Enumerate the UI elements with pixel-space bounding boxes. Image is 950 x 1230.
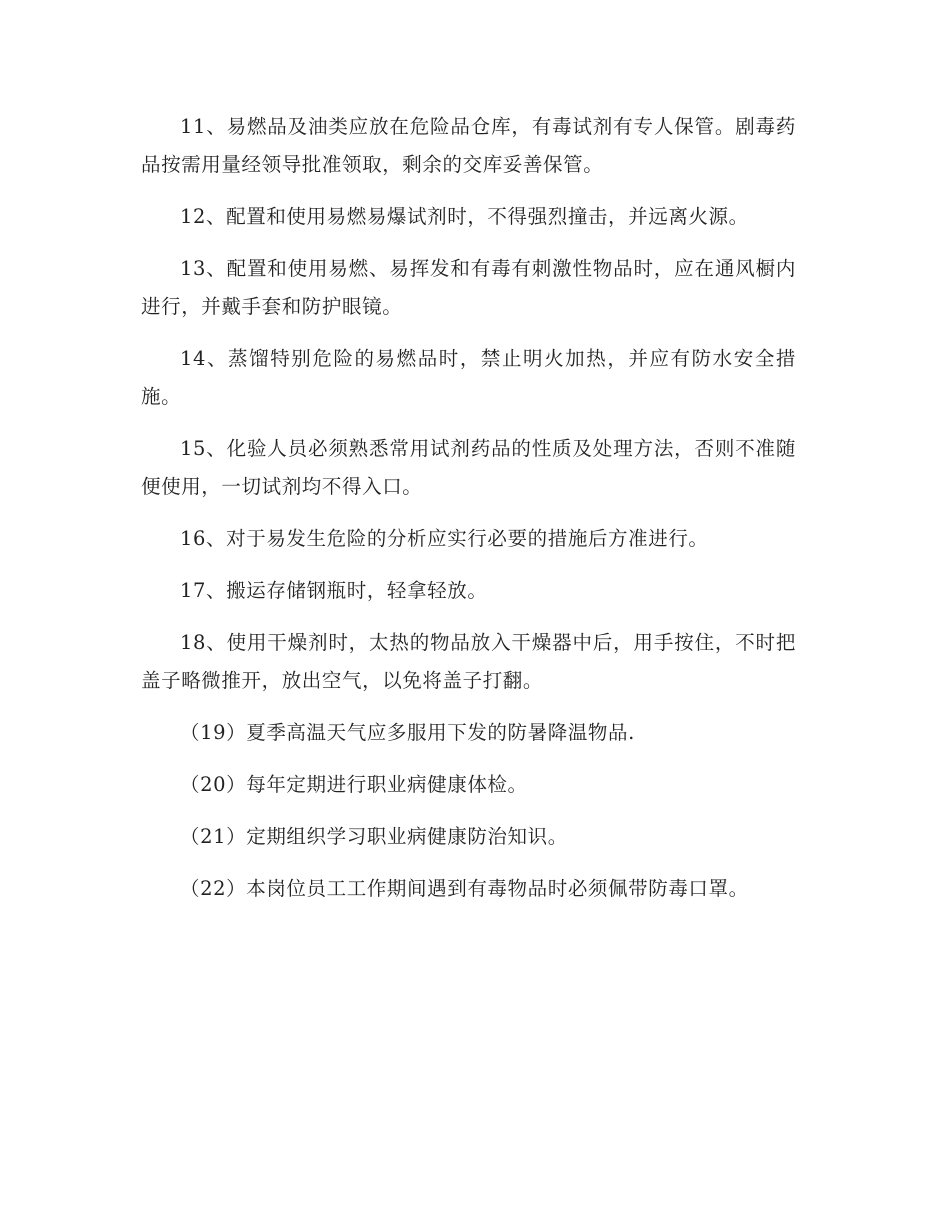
document-body — [141, 108, 796, 922]
paragraph-item-21: （21）定期组织学习职业病健康防治知识。 — [180, 825, 568, 848]
paragraph-item-17: 17、搬运存储钢瓶时，轻拿轻放。 — [180, 579, 488, 602]
paragraph-item-20: （20）每年定期进行职业病健康体检。 — [180, 773, 528, 796]
paragraph-item-15: 15、化验人员必须熟悉常用试剂药品的性质及处理方法，否则不准随便使用，一切试剂均不得入口。 — [141, 437, 796, 498]
paragraph-item-12: 12、配置和使用易燃易爆试剂时，不得强烈撞击，并远离火源。 — [180, 205, 749, 228]
paragraph-item-11: 11、易燃品及油类应放在危险品仓库，有毒试剂有专人保管。剧毒药品按需用量经领导批准领取，剩余的交库妥善保管。 — [141, 115, 796, 176]
paragraph-item-19: （19）夏季高温天气应多服用下发的防暑降温物品. — [180, 721, 635, 744]
paragraph-item-13: 13、配置和使用易燃、易挥发和有毒有刺激性物品时，应在通风橱内进行，并戴手套和防护眼镜。 — [141, 257, 796, 318]
paragraph-item-18: 18、使用干燥剂时，太热的物品放入干燥器中后，用手按住，不时把盖子略微推开，放出空气，以免将盖子打翻。 — [141, 631, 796, 692]
paragraph-item-16: 16、对于易发生危险的分析应实行必要的措施后方准进行。 — [180, 527, 709, 550]
paragraph-item-22: （22）本岗位员工工作期间遇到有毒物品时必须佩带防毒口罩。 — [180, 877, 749, 900]
paragraph-item-14: 14、蒸馏特别危险的易燃品时，禁止明火加热，并应有防水安全措施。 — [141, 347, 796, 408]
